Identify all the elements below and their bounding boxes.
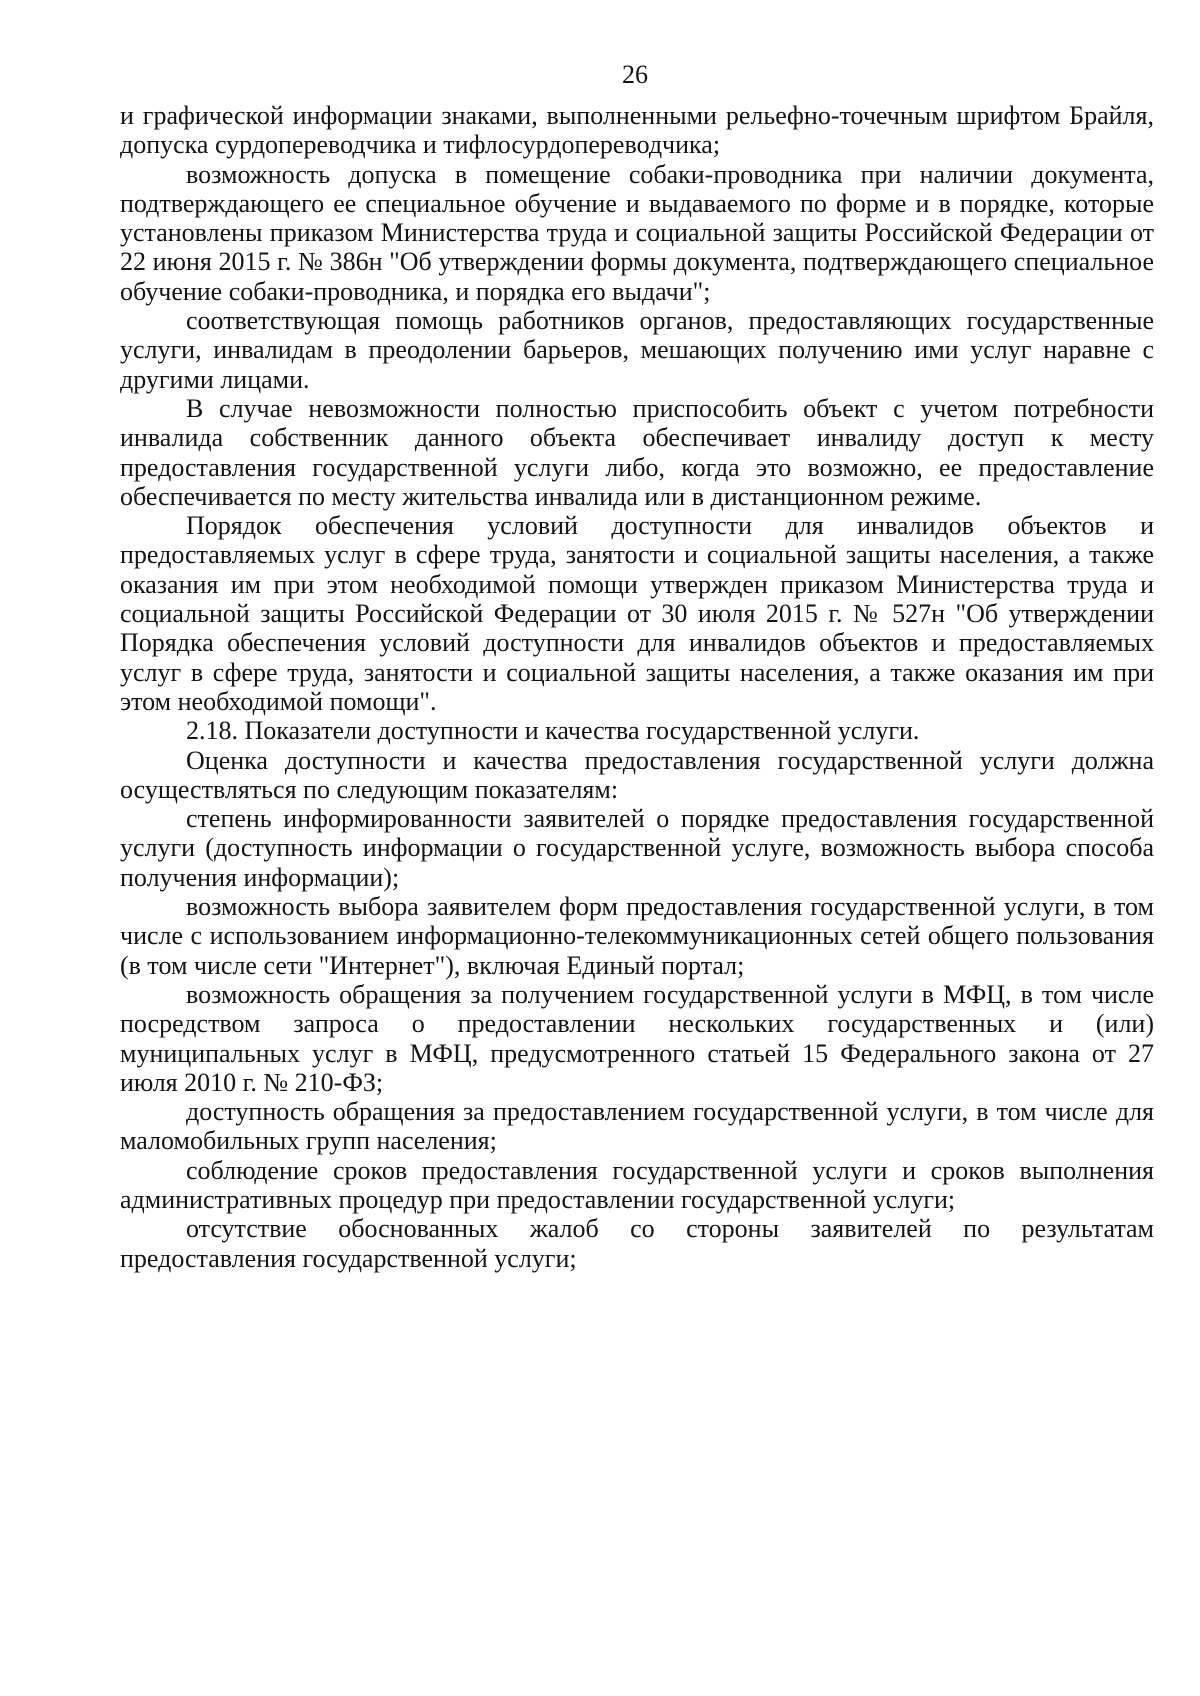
document-body bbox=[120, 101, 1154, 1273]
page-number: 26 bbox=[622, 60, 648, 89]
paragraph-indicator-deadlines: соблюдение сроков предоставления государственной услуги и сроков выполнения административных процедур при предоставлении государственной услуги; bbox=[120, 1155, 1154, 1214]
paragraph-evaluation-intro: Оценка доступности и качества предоставления государственной услуги должна осуществляться по следующим показателям: bbox=[120, 745, 1154, 804]
paragraph-indicator-accessibility: доступность обращения за предоставлением государственной услуги, в том числе для маломобильных групп населения; bbox=[120, 1097, 1154, 1156]
paragraph-indicator-mfc: возможность обращения за получением государственной услуги в МФЦ, в том числе посредством запроса о предоставлении нескольких государственных и (или) муниципальных услуг в МФЦ, предусмотренного статьей 15 Федерального закона от 27 июля 2010 г. № 210-ФЗ; bbox=[120, 979, 1154, 1097]
paragraph-indicator-forms: возможность выбора заявителем форм предоставления государственной услуги, в том числе с использованием информационно-телекоммуникационных сетей общего пользования (в том числе сети "Интернет"), включая Единый портал; bbox=[120, 892, 1154, 980]
paragraph-staff-assistance: соответствующая помощь работников органов, предоставляющих государственные услуги, инвалидам в преодолении барьеров, мешающих получению ими услуг наравне с другими лицами. bbox=[120, 306, 1154, 394]
paragraph-indicator-awareness: степень информированности заявителей о порядке предоставления государственной услуги (доступность информации о государственной услуге, возможность выбора способа получения информации); bbox=[120, 804, 1154, 892]
paragraph-indicator-complaints: отсутствие обоснованных жалоб со стороны заявителей по результатам предоставления государственной услуги; bbox=[120, 1214, 1154, 1273]
paragraph-accessibility-order: Порядок обеспечения условий доступности для инвалидов объектов и предоставляемых услуг в сфере труда, занятости и социальной защиты населения, а также оказания им при этом необходимой помощи утвержден приказом Министерства труда и социальной защиты Российской Федерации от 30 июля 2015 г. № 527н "Об утверждении Порядка обеспечения условий доступности для инвалидов объектов и предоставляемых услуг в сфере труда, занятости и социальной защиты населения, а также оказания им при этом необходимой помощи". bbox=[120, 511, 1154, 716]
paragraph-guide-dog-access: возможность допуска в помещение собаки-проводника при наличии документа, подтверждающего ее специальное обучение и выдаваемого по форме и в порядке, которые установлены приказом Министерства труда и социальной защиты Российской Федерации от 22 июня 2015 г. № 386н "Об утверждении формы документа, подтверждающего специальное обучение собаки-проводника, и порядка его выдачи"; bbox=[120, 159, 1154, 306]
paragraph-remote-service: В случае невозможности полностью приспособить объект с учетом потребности инвалида собственник данного объекта обеспечивает инвалиду доступ к месту предоставления государственной услуги либо, когда это возможно, ее предоставление обеспечивается по месту жительства инвалида или в дистанционном режиме. bbox=[120, 393, 1154, 511]
section-heading-2-18: 2.18. Показатели доступности и качества государственной услуги. bbox=[186, 716, 920, 746]
paragraph-continuation: и графической информации знаками, выполненными рельефно-точечным шрифтом Брайля, допуска сурдопереводчика и тифлосурдопереводчика; bbox=[120, 101, 1154, 160]
